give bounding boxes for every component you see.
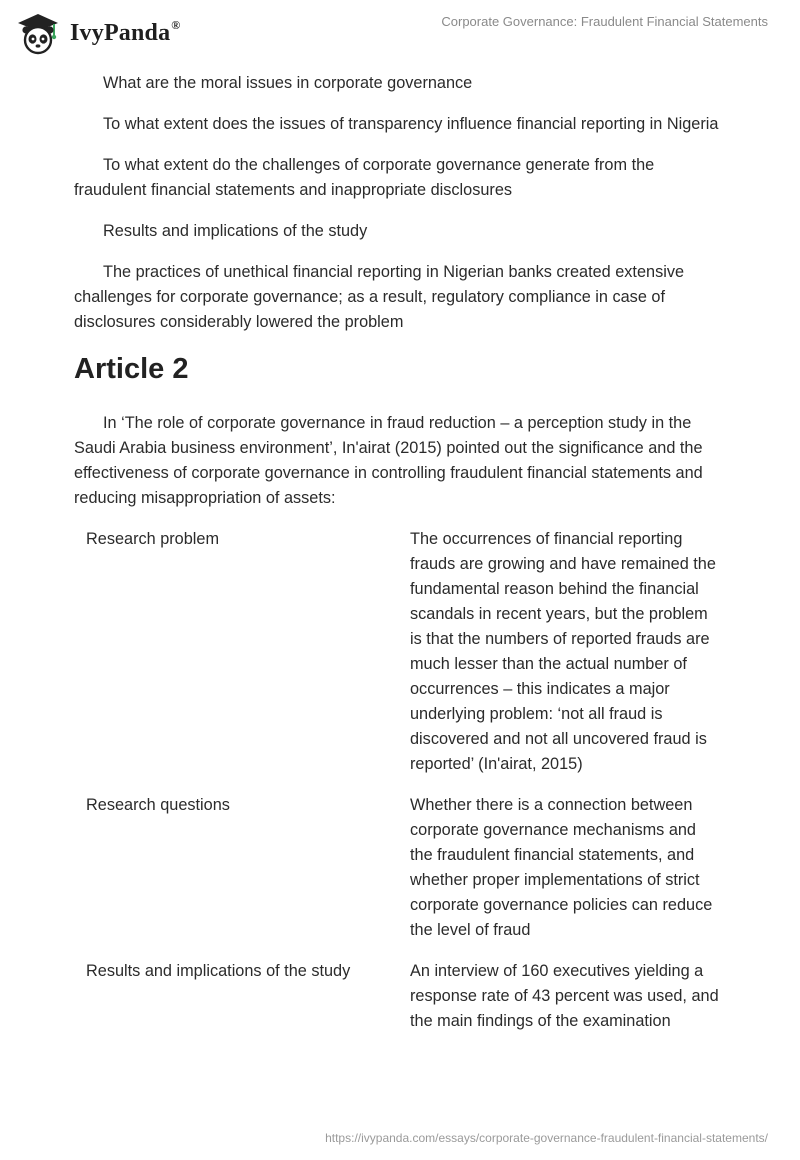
row-value: Whether there is a connection between corporate governance mechanisms and the fraudulent financial statements, and whether proper implementations of strict corporate governance policies can reduce the level of fraud bbox=[410, 796, 713, 939]
source-url-link[interactable]: https://ivypanda.com/essays/corporate-governance-fraudulent-financial-statements/ bbox=[325, 1131, 768, 1145]
brand-logo[interactable] bbox=[14, 8, 180, 58]
page-header bbox=[0, 0, 800, 66]
row-value: The occurrences of financial reporting frauds are growing and have remained the fundamental reason behind the financial scandals in recent years, but the problem is that the numbers of reported frauds are much lesser than the actual number of occurrences – this indicates a major underlying problem: ‘not all fraud is discovered and not all uncovered fraud is reported’ (In'airat, 2015) bbox=[410, 530, 716, 773]
table-row bbox=[74, 959, 722, 1050]
row-label: Research questions bbox=[86, 796, 230, 814]
question-moral-issues: What are the moral issues in corporate governance bbox=[103, 74, 473, 92]
panda-graduate-icon bbox=[14, 9, 62, 57]
table-row bbox=[74, 793, 722, 959]
table-row bbox=[74, 527, 722, 793]
results-label: Results and implications of the study bbox=[103, 222, 368, 240]
brand-name: IvyPanda® bbox=[70, 17, 181, 46]
row-label: Results and implications of the study bbox=[86, 962, 351, 980]
results-text: The practices of unethical financial reporting in Nigerian banks created extensive challenges for corporate governance; as a result, regulatory compliance in case of disclosures considerably lowered the problem bbox=[74, 263, 685, 331]
document-title: Corporate Governance: Fraudulent Financial Statements bbox=[441, 14, 768, 29]
study-summary-table bbox=[74, 527, 722, 1050]
question-challenges: To what extent do the challenges of corporate governance generate from the fraudulent financial statements and inappropriate disclosures bbox=[74, 156, 655, 199]
article-body bbox=[74, 71, 722, 1050]
article-intro: In ‘The role of corporate governance in fraud reduction – a perception study in the Saudi Arabia business environment’, In'airat (2015) pointed out the significance and the effectiveness of corporate governance in controlling fraudulent financial statements and reducing misappropriation of assets: bbox=[74, 414, 703, 507]
row-value: An interview of 160 executives yielding a response rate of 43 percent was used, and the main findings of the examination bbox=[410, 962, 719, 1030]
row-label: Research problem bbox=[86, 530, 220, 548]
section-heading: Article 2 bbox=[74, 353, 189, 385]
question-transparency: To what extent does the issues of transparency influence financial reporting in Nigeria bbox=[103, 115, 719, 133]
